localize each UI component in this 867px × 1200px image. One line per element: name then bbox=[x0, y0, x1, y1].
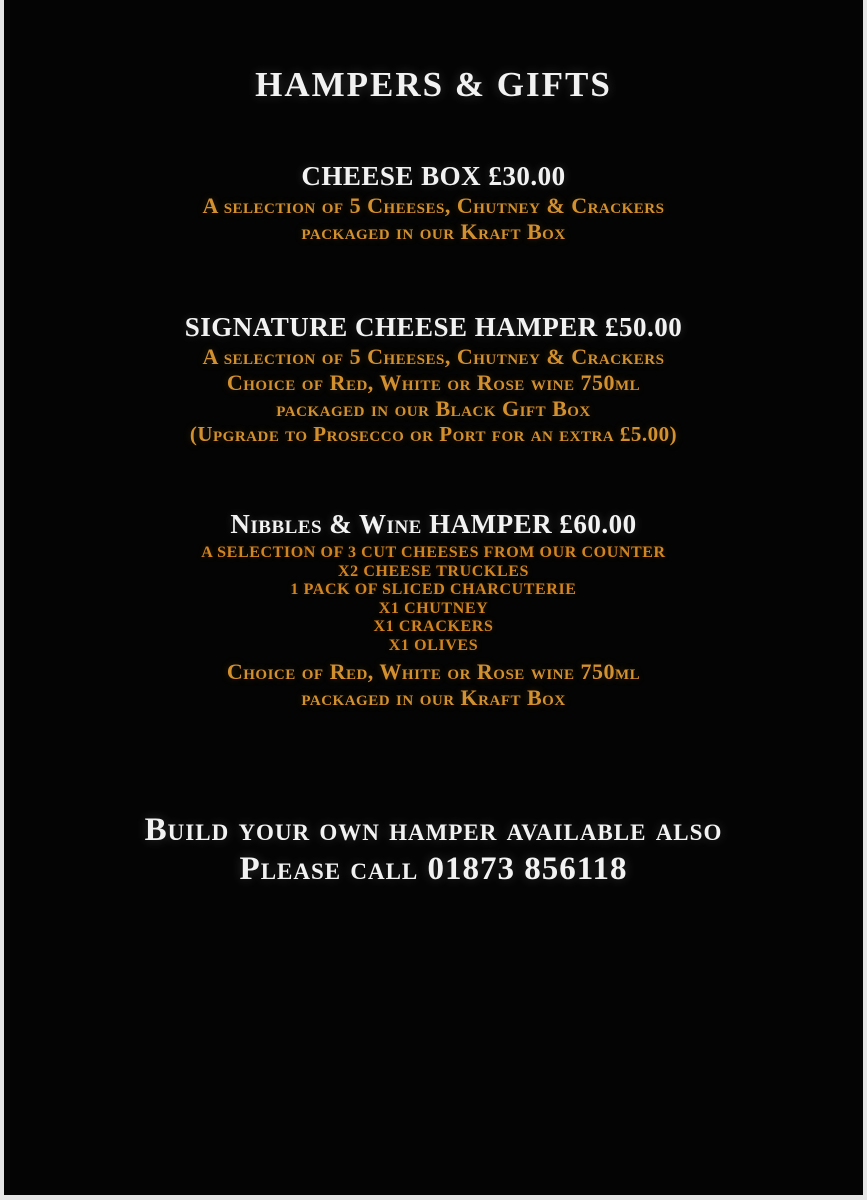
signature-hamper-heading: SIGNATURE CHEESE HAMPER £50.00 bbox=[184, 312, 683, 342]
build-your-own-text: Build your own hamper available also bbox=[144, 812, 723, 848]
section-signature-hamper bbox=[4, 311, 863, 446]
phone-number-text: Please call 01873 856118 bbox=[239, 851, 628, 887]
signature-hamper-line: A selection of 5 Cheeses, Chutney & Crackers bbox=[202, 344, 665, 369]
cheese-box-line: packaged in our Kraft Box bbox=[301, 219, 566, 244]
nibbles-hamper-list-item: X1 CRACKERS bbox=[373, 618, 494, 635]
cheese-box-line: A selection of 5 Cheeses, Chutney & Crackers bbox=[202, 193, 665, 218]
nibbles-hamper-list-item: A SELECTION OF 3 CUT CHEESES FROM OUR COUNTER bbox=[201, 544, 666, 561]
page-title: HAMPERS & GIFTS bbox=[255, 65, 612, 104]
menu-page bbox=[4, 0, 863, 1195]
footer-note bbox=[4, 811, 863, 889]
nibbles-hamper-list-item: X1 CHUTNEY bbox=[378, 599, 489, 617]
section-nibbles-wine-hamper bbox=[4, 508, 863, 711]
section-cheese-box bbox=[4, 160, 863, 245]
nibbles-hamper-contents-list bbox=[4, 544, 863, 655]
nibbles-hamper-line: Choice of Red, White or Rose wine 750ml bbox=[226, 659, 641, 684]
nibbles-hamper-heading: Nibbles & Wine HAMPER £60.00 bbox=[230, 509, 637, 539]
nibbles-hamper-list-item: X1 OLIVES bbox=[388, 636, 479, 654]
signature-hamper-line: Choice of Red, White or Rose wine 750ml bbox=[226, 370, 641, 395]
nibbles-hamper-line: packaged in our Kraft Box bbox=[301, 685, 566, 710]
cheese-box-heading: CHEESE BOX £30.00 bbox=[301, 161, 566, 191]
signature-hamper-line: packaged in our Black Gift Box bbox=[276, 396, 591, 421]
nibbles-hamper-list-item: X2 CHEESE TRUCKLES bbox=[337, 562, 529, 580]
nibbles-hamper-list-item: 1 PACK OF SLICED CHARCUTERIE bbox=[290, 581, 577, 598]
signature-hamper-upgrade-note: (Upgrade to Prosecco or Port for an extra £5.00) bbox=[189, 422, 678, 446]
